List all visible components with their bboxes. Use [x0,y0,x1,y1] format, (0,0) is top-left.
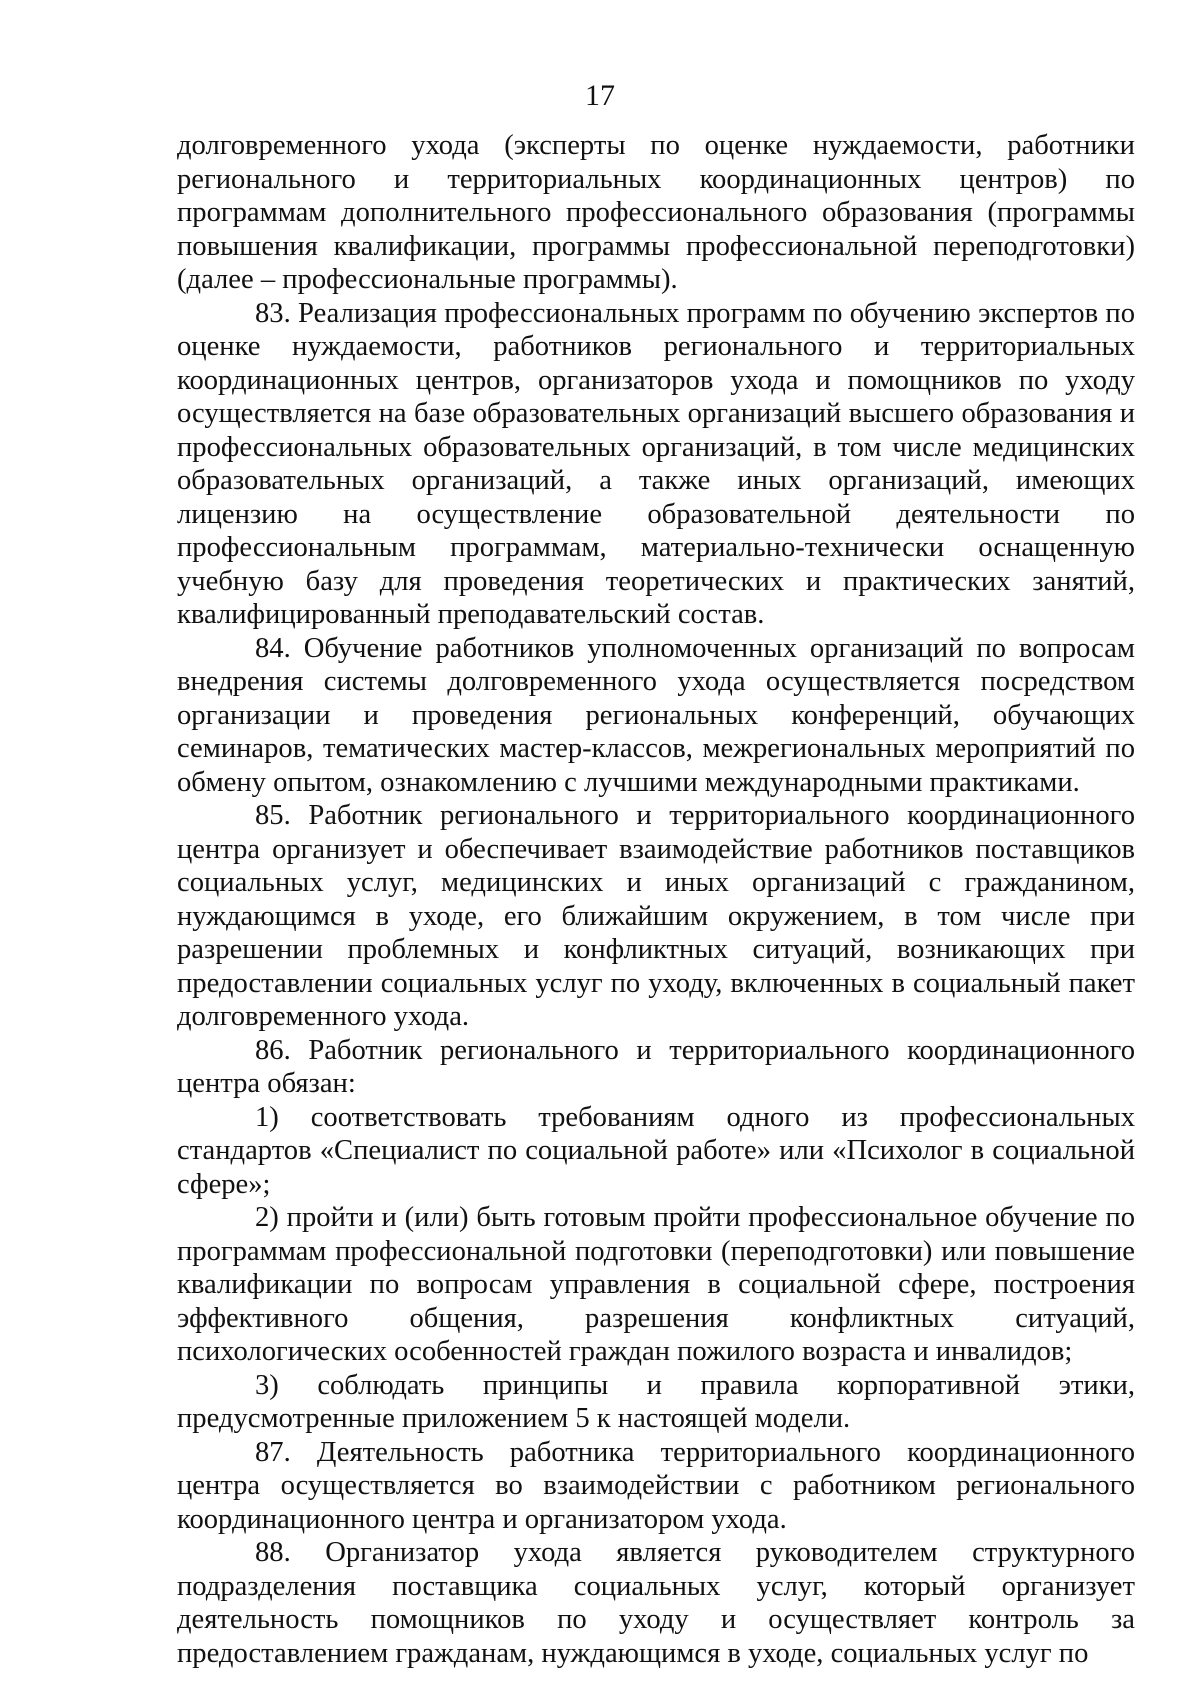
paragraph-continuation: долговременного ухода (эксперты по оценке нуждаемости, работники регионального и территориальных координационных центров) по программам дополнительного профессионального образования (программы повышения квалификации, программы профессиональной переподготовки) (далее – профессиональные программы). [177,130,1135,295]
paragraph-86: 86. Работник регионального и территориального координационного центра обязан: [177,1034,1135,1099]
paragraph-85: 85. Работник регионального и территориального координационного центра организует и обеспечивает взаимодействие работников поставщиков социальных услуг, медицинских и иных организаций с гражданином, нуждающимся в уходе, его ближайшим окружением, в том числе при разрешении проблемных и конфликтных ситуаций, возникающих при предоставлении социальных услуг по уходу, включенных в социальный пакет долговременного ухода. [177,800,1135,1032]
list-item-3: 3) соблюдать принципы и правила корпоративной этики, предусмотренные приложением 5 к настоящей модели. [177,1369,1135,1434]
list-item-1: 1) соответствовать требованиям одного из профессиональных стандартов «Специалист по социальной работе» или «Психолог в социальной сфере»; [177,1101,1135,1200]
paragraph-87: 87. Деятельность работника территориального координационного центра осуществляется во взаимодействии с работником регионального координационного центра и организатором ухода. [177,1436,1135,1535]
paragraph-88: 88. Организатор ухода является руководителем структурного подразделения поставщика социальных услуг, который организует деятельность помощников по уходу и осуществляет контроль за предоставлением гражданам, нуждающимся в уходе, социальных услуг по [177,1537,1135,1669]
paragraph-83: 83. Реализация профессиональных программ по обучению экспертов по оценке нуждаемости, работников регионального и территориальных координационных центров, организаторов ухода и помощников по уходу осуществляется на базе образовательных организаций высшего образования и профессиональных образовательных организаций, в том числе медицинских образовательных организаций, а также иных организаций, имеющих лицензию на осуществление образовательной деятельности по профессиональным программам, материально-технически оснащенную учебную базу для проведения теоретических и практических занятий, квалифицированный преподавательский состав. [177,297,1135,630]
paragraph-84: 84. Обучение работников уполномоченных организаций по вопросам внедрения системы долговременного ухода осуществляется посредством организации и проведения региональных конференций, обучающих семинаров, тематических мастер-классов, межрегиональных мероприятий по обмену опытом, ознакомлению с лучшими международными практиками. [177,632,1135,798]
list-item-2: 2) пройти и (или) быть готовым пройти профессиональное обучение по программам профессиональной подготовки (переподготовки) или повышение квалификации по вопросам управления в социальной сфере, построения эффективного общения, разрешения конфликтных ситуаций, психологических особенностей граждан пожилого возраста и инвалидов; [177,1202,1135,1367]
page-number: 17 [585,79,615,112]
document-body [177,129,1135,1670]
